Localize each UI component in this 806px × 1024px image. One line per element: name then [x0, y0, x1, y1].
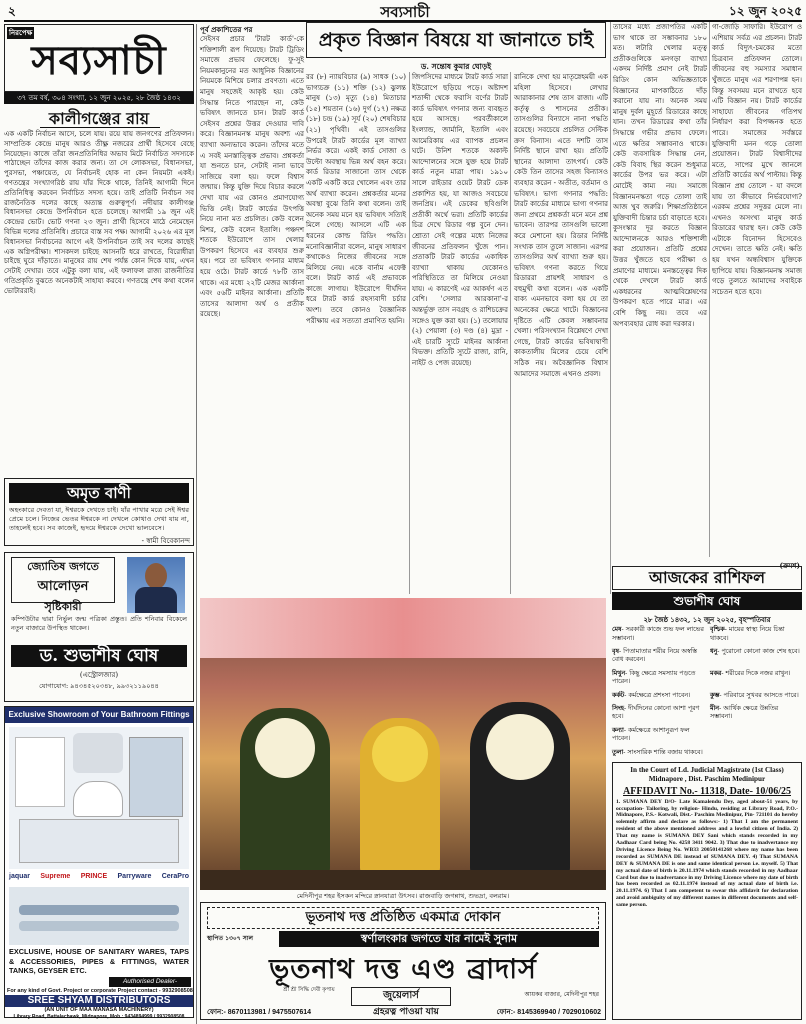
bath-pipe-image	[9, 887, 189, 945]
jeweller-banner: স্বর্ণালংকার জগতে যার নামেই সুনাম	[279, 931, 599, 947]
jeweller-ad	[200, 902, 606, 1020]
horoscope-sign: বৃশ্চিক- মায়ের স্বাস্থ্য নিয়ে চিন্তা থাকবে।	[710, 626, 785, 642]
jeweller-estd: স্থাপিত ১৩০৭ সাল	[207, 935, 253, 942]
header-paper-name: সব্যসাচী	[380, 3, 430, 21]
bath-company: SREE SHYAM DISTRIBUTORS	[5, 995, 193, 1007]
column-divider	[196, 24, 197, 1024]
horoscope-date: ২৮ জৈষ্ঠ ১৪৩২, ১২ জুন ২০২৫, বৃহস্পতিবার	[643, 616, 771, 624]
column-divider	[409, 72, 410, 594]
feature-headline: প্রকৃত বিজ্ঞান বিষয়ে যা জানাতে চাই	[318, 29, 594, 51]
column-divider	[610, 22, 611, 594]
bathroom-ad	[4, 706, 194, 1018]
jeweller-phone-2: ফোন:- 8145369940 / 7029010602	[496, 1009, 601, 1016]
horoscope-sign: কুম্ভ- পরিবারে সুখবর আসতে পারে।	[710, 691, 799, 699]
feature-headline-box	[306, 22, 606, 58]
editorial-headline: কালীগঞ্জের রায়	[48, 109, 150, 128]
editorial-underline	[40, 127, 160, 128]
brand-logo: jaquar	[9, 873, 31, 880]
brand-logo: Supreme	[40, 873, 71, 880]
horoscope-sign: মকর- শরীরের দিকে নজর রাখুন।	[710, 669, 791, 677]
brand-logo: CeraPro	[161, 873, 189, 880]
jeweller-phone-1: ফোন:- 8670113981 / 9475507614	[207, 1009, 312, 1016]
horoscope-sign: ধনু- পুরোনো কোনো কাজ শেষ হবে।	[710, 647, 800, 655]
page-number: ২	[8, 4, 16, 18]
quote-box	[4, 478, 194, 546]
horoscope-title: আজকের রাশিফল	[612, 566, 802, 590]
astrologer-ad	[4, 552, 194, 702]
story2-body: সেইসব প্রচার 'টারট কার্ড'-কে শক্তিশালী রূপ দিয়েছে। টারট ট্রিডিং সমাজে প্রভাব ফেলেছে। ফু-সুই নিয়মকানুনের মত আধুনিক বিজ্ঞানের নিয়মকে মিশিয়ে চলার প্রবণতা। এতে মানুষ সহজেই আকৃষ্ট হয়। কেউ সিদ্ধান্ত নিতে পারছেন না, কেউ ভবিষ্যৎ জানতে চান। টারট কার্ড সেইসব প্রশ্নের উত্তর দেওয়ার দাবি করে। বিজ্ঞানমনস্ক মানুষ অবশ্য এর ব্যাখ্যা অন্যভাবে করেন। তাঁদের মতে এ সবই মনস্তাত্ত্বিক প্রভাব। প্রশ্নকর্তা যা শুনতে চান, সেটাই নানা ভাবে সাজিয়ে বলা হয়। ফলে বিশ্বাস জন্মায়। কিন্তু যুক্তি দিয়ে বিচার করলে দেখা যায় এর কোনও প্রমাণযোগ্য ভিত্তি নেই। টারট কার্ডের উৎপত্তি নিয়ে নানা মত প্রচলিত। কেউ বলেন মিশর, কেউ বলেন ইতালি। পঞ্চদশ শতকে ইউরোপে তাস খেলার উপকরণ হিসেবে এর ব্যবহার শুরু হয়। পরে তা ভবিষ্যৎ গণনার মাধ্যম হয়ে ওঠে। টারট কার্ডে ৭৮টি তাস থাকে। এর মধ্যে ২২টি মেজর আর্কানা এবং ৫৬টি মাইনর আর্কানা। প্রতিটি তাসের আলাদা অর্থ ও প্রতীক রয়েছে।	[200, 35, 304, 319]
masthead-block	[4, 24, 194, 92]
astro-contact: যোগাযোগ: ৯৪৩৪৫২০৩৪৮, ৯৯৩২১১৯০৪৪	[39, 682, 159, 690]
horoscope-sign: কন্যা- কর্মক্ষেত্রে আশানুরূপ ফল পাবেন।	[612, 726, 690, 743]
masthead-tag: নিরপেক্ষ	[9, 28, 33, 37]
feature-continued: (ক্রমশ)	[779, 561, 800, 570]
horoscope-sign: তুলা- সাংসারিক শান্তি বজায় থাকবে।	[612, 748, 703, 756]
affidavit-body: 1. SUMANA DEY D/O- Late Kamalendu Dey, aged about-51 years, by occupation- Tailoring, by religion- Hindu, residing at Library Road, P.O.- Midnapore, P.S.- Kotwali, Dist.- Paschim Medinipur, Pin- 721101 do hereby solemnly affirm and declare as follows:- 1) That I am the permanent resident of the above mentioned address and a lowful citizen of India. 2) That my name is SUMANA DEY Sani which stands recorded in my Aadhaar Card being No. 4258 3411 9042. 3) That due to inadvertance my Driving Licence Being No. WB33 20050141268 where my name has been recorded as SUMANA DE instead of SUMANA DEY. 4) That SUMANA DEY & SUMANA DE is one and same identical person i.e. myself. 5) That my actual date of birth is 20.11.1974 which stands recorded in my Aadhaar Card but due to inadvertance in my Driving Licence where my date of birth has been recorded as 02.11.1974 instead of my actual date of birth i.e. 20.11.1974. 6) That I am competent to swear this affidavit for declaration and avoid ambiguity of my different names in different documents and self-same person.	[616, 798, 798, 909]
horoscope-sign: মেষ- সরকারী কাজে শুভ ফল লাভের সম্ভাবনা।	[612, 626, 704, 642]
horoscope-sign: বৃষ- পিতামাতার শরীর নিয়ে অস্বস্তি বোধ করবেন।	[612, 647, 697, 664]
feature-col-5: গা-জোড়ি সাফারি। ইউরোপ ও এশিয়ায় সর্বত্র এর প্রচলন। টারট কার্ড বিদ্যুৎ-চমকের মতো চিত্রবান প্রতিফলন তোলে। জীবনের বহু সমস্যার সমাধান খুঁজতে মানুষ এর শরণাপন্ন হন। কিন্তু সবসময় মনে রাখতে হবে এটি বিজ্ঞান নয়। টারট কার্ডের সাহায্যে জীবনের গতিপথ নির্ধারণ করা বিপজ্জনক হতে পারে। সমাজের সর্বস্তরে যুক্তিবাদী মনন গড়ে তোলা প্রয়োজন। টারট বিশ্বাসীদের মতে, সাপের মুখে জানলে প্রতিটি কার্ডের অর্থ পাল্টায়। কিন্তু বিজ্ঞান প্রশ্ন তোলে - যা বদলে যায় তা কীভাবে নির্ভরযোগ্য? এরকম প্রশ্নের সদুত্তর মেলে না। এখনও অসংখ্য মানুষ কার্ড রিডারের দ্বারস্থ হন। কেউ কেউ এটাকে বিনোদন হিসেবেও দেখেন। তাতে ক্ষতি নেই। ক্ষতি হয় যখন অন্ধবিশ্বাস যুক্তিকে ছাপিয়ে যায়। বিজ্ঞানমনস্ক সমাজ গড়ে তুলতে আমাদের সবাইকে সচেতন হতে হবে।	[712, 23, 802, 296]
jeweller-tagline: ভূতনাথ দত্ত প্রতিষ্ঠিত একমাত্র দোকান	[207, 907, 599, 929]
affidavit-court: In the Court of Ld. Judicial Magistrate (1st Class) Midnapore , Dist. Paschim Medinipur	[630, 766, 784, 783]
astrologer-photo	[127, 557, 185, 613]
horoscope-sign: মীন- আর্থিক ক্ষেত্রে উন্নতির সম্ভাবনা।	[710, 704, 779, 721]
feature-col-3: রানিকে দেখা হয় মাতৃস্নেহময়ী এক মহিলা হিসেবে। লেখার আরাকানার শেষ তাস রাজা। এটি কর্তৃত্ব ও শাসনের প্রতীক। তাসগুলির বিন্যাসে নানা পদ্ধতি রয়েছে। সবচেয়ে প্রচলিত সেল্টিক ক্রস বিন্যাস। এতে দশটি তাস নির্দিষ্ট স্থানে রাখা হয়। প্রতিটি স্থানের আলাদা তাৎপর্য। কেউ কেউ তিন তাসের সহজ বিন্যাসও ব্যবহার করেন - অতীত, বর্তমান ও ভবিষ্যৎ। ভাগ্য গণনার পদ্ধতি: টারট কার্ডের মাধ্যমে ভাগ্য গণনার জন্য প্রথমে প্রশ্নকর্তা মনে মনে প্রশ্ন ভাবেন। তারপর তাসগুলি ভালো করে মেশানো হয়। রিডার নির্দিষ্ট সংখ্যক তাস তুলে সাজান। এরপর তাসগুলির অর্থ ব্যাখ্যা শুরু হয়। ভবিষ্যৎ গণনা করতে গিয়ে রিডাররা প্রায়শই সাধারণ ও বহুমুখী কথা বলেন। এক একটি বাক্য এমনভাবে বলা হয় যে তা অনেকের ক্ষেত্রে খাটে। বিজ্ঞানের দৃষ্টিতে এটি কেবল সম্ভাবনার খেলা। পরিসংখ্যান বিশ্লেষণে দেখা গেছে, টারট কার্ডের ভবিষ্যদ্বাণী কাকতালীয় মিলের চেয়ে বেশি সঠিক নয়। অবৈজ্ঞানিক বিশ্বাস আমাদের সমাজে এখনও প্রবল।	[514, 73, 608, 378]
masthead-edition-line: ৩৭ তম বর্ষ, ৩০৪ সংখ্যা, ১২ জুন ২০২৫, ২৮ জৈষ্ঠ ১৪৩২	[4, 92, 194, 104]
astro-blurb: কম্পিউটার দ্বারা নির্ভুল জন্ম পত্রিকা প্রস্তুত। প্রতি শনিবার বিকেলে নতুন বাজারে উপস্থিত থাকেন।	[11, 615, 187, 633]
astro-heading-2: আলোড়ন	[37, 579, 89, 594]
horoscope-sign: মিথুন- কিছু ক্ষেত্রে সমস্যায় পড়তে পারেন।	[612, 669, 696, 686]
jeweller-address: আয়কর বাজার, মেদিনীপুর শহর	[524, 991, 599, 998]
quote-author: - স্বামী বিবেকানন্দ	[141, 537, 190, 545]
astro-heading-1: জ্যোতিষ জগতে	[27, 560, 99, 573]
column-divider	[510, 72, 511, 594]
astro-qualification: (এস্ট্রোলজার)	[79, 671, 119, 679]
astro-heading-box	[11, 557, 115, 613]
horoscope-section	[612, 566, 802, 760]
bath-contact-line: For any kind of Govt. Project or corporate Project contact - 9932908508	[7, 988, 193, 994]
horoscope-list	[612, 626, 802, 760]
bath-product-images	[9, 727, 189, 869]
affidavit-notice	[612, 762, 802, 1020]
astro-heading-3: সৃষ্টিকারী	[44, 600, 82, 613]
affidavit-title: AFFIDAVIT No.- 11318, Date- 10/06/25	[623, 785, 791, 797]
feature-col-4: তাসের মধ্যে প্রজাপতির একটি ভাগ থাকে তা সম্ভাবনার ১৮০ মত। লটারি খেলার মত্ত্ব প্রতীকগুলিকে মনগড়া ব্যাখ্যা একদম নির্দিষ্ট প্রমাণ নেই টারট রিডিং কোন অভিজ্ঞতাকে বিজ্ঞানের মাপকাঠিতে দাঁড় করানো যায় না। অনেক সময় মানুষ দুর্বল মুহূর্তে রিডারের কাছে যান। তখন রিডারের কথা তাঁর সিদ্ধান্তে গভীর প্রভাব ফেলে। এতে ক্ষতির সম্ভাবনাও থাকে। কেউ ব্যবসায়িক সিদ্ধান্ত নেন, কেউ বিবাহ স্থির করেন শুধুমাত্র কার্ডের উপর ভর করে। এটা মোটেই কাম্য নয়। সমাজে বিজ্ঞানমনস্কতা গড়ে তোলা তাই আজ খুব জরুরি। শিক্ষাপ্রতিষ্ঠানে যুক্তিবাদী চিন্তার চর্চা বাড়াতে হবে। কুসংস্কার দূর করতে বিজ্ঞান আন্দোলনকে আরও শক্তিশালী করা প্রয়োজন। প্রতিটি প্রশ্নের উত্তর খুঁজতে হবে পরীক্ষা ও প্রমাণের মাধ্যমে। মনস্তত্ত্বের দিক থেকে দেখলে টারট কার্ড একধরনের আত্মবিশ্লেষণের উপকরণ হতে পারে মাত্র। এর বেশি কিছু নয়। তবে এর অপব্যবহার রোধ করা দরকার।	[613, 23, 707, 328]
bath-address: Library Road, Battalachawk, Midnapore, Mob.: 9434894999 / 9932908508	[13, 1014, 185, 1020]
horoscope-sign: কর্কট- কর্মক্ষেত্রে প্রশংসা পাবেন।	[612, 691, 691, 699]
jeweller-name: ভূতনাথ দত্ত এণ্ড ব্রাদার্স	[269, 954, 537, 985]
photo-jagannath-idols	[200, 598, 606, 890]
astro-name: ড. শুভাশীষ ঘোষ	[11, 645, 187, 667]
column-divider	[709, 22, 710, 557]
horoscope-sign	[710, 727, 802, 747]
quote-title: অমৃত বাণী	[9, 483, 189, 503]
bath-description: EXCLUSIVE, HOUSE OF SANITARY WARES, TAPS & ACCESSORIES, PIPES & FITTINGS, WATER TANKS, GEYSER ETC.	[9, 947, 189, 975]
brand-logo: PRINCE	[80, 873, 108, 880]
feature-col-1: রর (৮) ন্যায়বিচার (৯) সাধক (১০) ভাগ্যচক্র (১১) শক্তি (১২) ঝুলন্ত মানুষ (১৩) মৃত্যু (১৪) মিতাচার (১৫) শয়তান (১৬) দুর্গ (১৭) নক্ষত্র (১৮) চন্দ্র (১৯) সূর্য (২০) শেষবিচার (২১) পৃথিবী। এই তাসগুলির উপরেই টারট কার্ডের মূল ব্যাখ্যা নির্ভর করে। একই কার্ড সোজা ও উল্টো অবস্থায় ভিন্ন অর্থ বহন করে। কার্ড রিডার সাজানো তাস থেকে একটি একটি করে খোলেন এবং তার অর্থ ব্যাখ্যা করেন। প্রশ্নকর্তার মনের অবস্থা বুঝে তিনি কথা বলেন। তাই অনেক সময় মনে হয় ভবিষ্যৎ সত্যিই মিলে গেছে। আসলে এটি এক ধরনের কোল্ড রিডিং পদ্ধতি। মনোবিজ্ঞানীরা বলেন, মানুষ সাধারণ কথাকেও নিজের জীবনের সঙ্গে মিলিয়ে নেয়। একে বার্নাম এফেক্ট বলে। টারট কার্ড এই প্রভাবকে কাজে লাগায়। ইউরোপে দীর্ঘদিন ধরে টারট কার্ড রহস্যবাদী চর্চার অংশ। তবে কোনও বৈজ্ঞানিক পরীক্ষায় এর সত্যতা প্রমাণিত হয়নি।	[306, 73, 406, 325]
masthead-title: সব্যসাচী	[31, 37, 167, 84]
bath-sub: (AN UNIT OF MAA MANASA MACHINERY)	[44, 1007, 154, 1013]
bath-brand-strip	[9, 873, 189, 885]
jeweller-sub: জুয়েলার্স	[351, 987, 451, 1006]
photo-caption: মেদিনীপুর শহর ইসকন মন্দিরে স্নানযাত্রা উৎসব। রাজবাড়ি জগন্নাথ, শুভদ্রা, বলরাম।	[296, 892, 510, 900]
bath-headline: Exclusive Showroom of Your Bathroom Fittings	[5, 707, 193, 723]
bath-dealer-tag: Authorised Dealer-	[109, 977, 191, 987]
jeweller-note: শ্রী শ্রী সিদ্ধি দেবী কৃপায়	[283, 987, 335, 993]
horoscope-author: শুভাশীষ ঘোষ	[612, 592, 802, 610]
editorial-body: এক একটি নির্বাচন আসে, চলে যায়। রয়ে যায় জনগণের প্রতিফলন। সাম্প্রতিক কেন্দ্রে মানুষ আরও তীক্ষ্ণ নজরের প্রার্থী হিসেবে বেছে নিয়েছেন। কাজে তাঁরা জনপ্রতিনিধির অভাব মিটে নির্বাচিত সদস্যকে পাঠাচ্ছেন তাঁদের কাজ করার জন্য। তা সে লোকসভা, বিধানসভা, পুরসভা, পঞ্চায়েত, যে নির্বাচনই হোক না কেন নিয়মটা একই। গণতন্ত্রের সংখ্যাগরিষ্ঠ রায় যাঁর দিকে থাকে, তিনিই আগামী দিনে প্রতিনিধিত্ব করবেন নির্বাচিত সদস্য হয়ে। তাই প্রতিটি নির্বাচন সব রাজনৈতিক দলের কাছে অত্যন্ত গুরুত্বপূর্ণ। নদীয়ার কালীগঞ্জ বিধানসভা কেন্দ্রে উপনির্বাচন হতে চলেছে। আগামী ১৯ জুন এই কেন্দ্রের ভোট। ভোট গণনা ২৩ জুন। প্রার্থী হিসেবে মাঠে নেমেছেন বিভিন্ন দলের প্রতিনিধি। প্রচারে ব্যস্ত সব পক্ষ। আগামী ২০২৬ এর মূল বিধানসভা নির্বাচনের আগে এই উপনির্বাচন তাই সব দলের কাছেই এক অগ্নিপরীক্ষা। শাসকদল চাইছে আসনটি ধরে রাখতে, বিরোধীরা চাইছে ঘুরে দাঁড়াতে। মানুষের রায় শেষ পর্যন্ত কোন দিকে যায়, এখন সেটাই দেখার। তবে এটুকু বলা যায়, এই ফলাফল রাজ্য রাজনীতির গতিপ্রকৃতি বুঝতে অনেকটাই সাহায্য করবে। গণতন্ত্রে শেষ কথা বলেন ভোটাররাই।	[4, 130, 194, 295]
feature-byline: ড. সন্তোষ কুমার ঘোড়ই	[420, 62, 492, 71]
feature-col-2: জিপসিদের মাধ্যমে টারট কার্ড সারা ইউরোপে ছড়িয়ে পড়ে। অষ্টাদশ শতাব্দী থেকে ফরাসি বর্ণের টারট কার্ড ভবিষ্যৎ গণনার জন্য ব্যবহৃত হয়ে আসছে। পরবর্তীকালে ইংল্যান্ড, জার্মানি, ইতালি এবং আমেরিকায় এর ব্যাপক প্রচলন ঘটে। উনিশ শতকে অকাল্ট আন্দোলনের সঙ্গে যুক্ত হয়ে টারট কার্ড নতুন মাত্রা পায়। ১৯১০ সালে রাইডার ওয়েট টারট ডেক প্রকাশিত হয়, যা আজও সবচেয়ে জনপ্রিয়। এই ডেকের ছবিগুলি প্রতীকী অর্থে ভরা। প্রতিটি কার্ডের চিত্র দেখে রিডার গল্প বুনে দেন। শ্রোতা সেই গল্পের মধ্যে নিজের জীবনের প্রতিফলন খুঁজে পান। প্রতাকটি টারট কার্ডের একাধিক ব্যাখ্যা থাকায় যেকোনও পরিস্থিতিতে তা মিলিয়ে নেওয়া যায়। এ কারণেই এর আকর্ষণ এত বেশি। 'সেলার আরকানা'-র অন্তর্ভুক্ত তাস নবগ্রহ ও রাশিচক্রের সঙ্গেও যুক্ত করা হয়। (১) তলোয়ার (২) পেয়ালা (৩) দণ্ড (৪) মুদ্রা - এই চারটি স্যুটে মাইনর আর্কানা বিভক্ত। প্রতিটি স্যুটে রাজা, রানি, নাইট ও পেজ রয়েছে।	[412, 73, 508, 368]
horoscope-sign: সিংহ- দীর্ঘদিনের কোনো আশা পূরণ হবে।	[612, 704, 700, 721]
header-date: ১২ জুন ২০২৫	[728, 4, 802, 18]
quote-body: অহংকারে দেবতা যা, ঈশ্বরকে দেখতে চাই। যাঁর পাখার মত্রে সেই ঈশ্বর প্রেমে চলে। নিজের ভেতর ঈশ্বরকে না দেখলে কোথাও দেখা যায় না, তাহলেই হবে। সব কাজেই, হৃদয়ে ঈশ্বরকে দেখো ভালবেসে।	[9, 506, 189, 533]
jeweller-slogan: গ্রহরত্ন পাওয়া যায়	[373, 1007, 439, 1017]
brand-logo: Parryware	[117, 873, 152, 880]
story2-lead: পূর্ব প্রকাশিতের পর	[200, 25, 253, 34]
